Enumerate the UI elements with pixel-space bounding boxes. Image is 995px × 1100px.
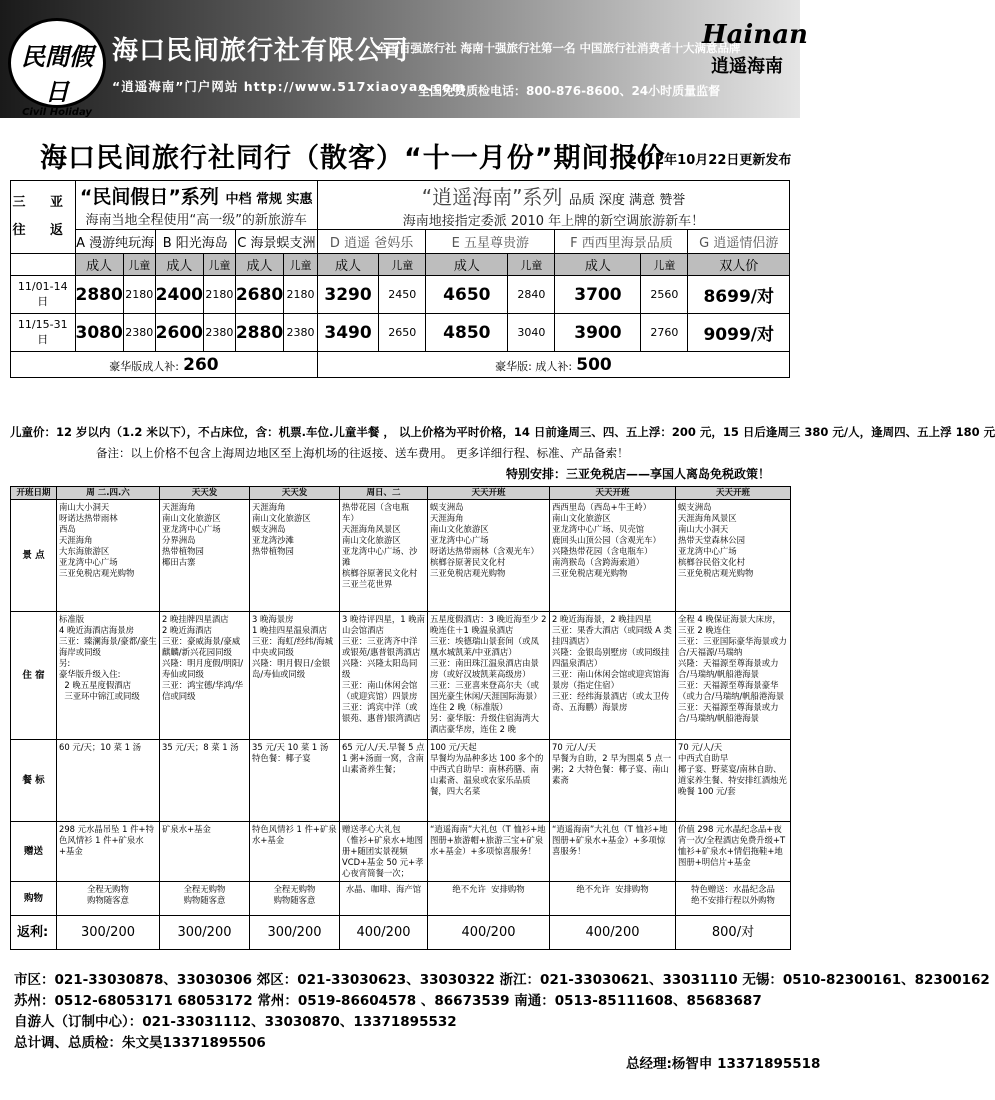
gifts-a: 298 元水晶吊坠 1 件+特色风情衫 1 件+矿泉水+基金 — [57, 822, 160, 882]
price-adult: 3700 — [555, 276, 641, 314]
hotel-e: 五星度假酒店：3 晚近海至少 2 晚连住＋1 晚温泉酒店 三亚：埃德瑞山景套间（或凤凰水城凯莱/中亚酒店） 三亚：南田珠江温泉酒店由景房（或好汉坡凯莱高级房） 三亚：三亚喜来登高尔夫（或国光豪生休闲/天涯国际海景）连住 2 晚（标准版） 另：豪华版：升级住宿海湾大酒店豪华房，连住 2 晚 — [428, 612, 550, 740]
price-adult: 2880 — [75, 276, 123, 314]
schedule-d: 周日、二 — [340, 487, 428, 500]
route-b: B 阳光海岛 — [155, 230, 235, 254]
contact-line-1: 市区：021-33030878、33030306 郊区：021-33030623、33030322 浙江：021-33030621、33031110 无锡：0510-82300161、82300162 — [14, 972, 990, 988]
price-child: 2180 — [204, 276, 236, 314]
shopping-row — [11, 882, 791, 916]
meals-d: 65 元/人/天.早餐 5 点 1 粥+汤面一窝，含南山素斋养生餐； — [340, 740, 428, 822]
price-adult: 4850 — [426, 314, 508, 352]
shopping-g: 特色赠送：水晶纪念品 绝不安排行程以外购物 — [676, 882, 791, 916]
child-header: 儿童 — [284, 254, 318, 276]
price-couple: 8699/对 — [688, 276, 790, 314]
rebate-g: 800/对 — [676, 916, 791, 950]
price-date: 11/01-14 日 — [11, 276, 76, 314]
luxury-label-1: 豪华版成人补: — [109, 359, 179, 373]
schedule-g: 天天开班 — [676, 487, 791, 500]
blank-cell — [11, 254, 76, 276]
price-adult: 2400 — [155, 276, 203, 314]
notes-child-price: 儿童价：12 岁以内（1.2 米以下），不占床位，含：机票.车位.儿童半餐 ， 以上价格为平时价格，14 日前逢周三、四、五上浮：200 元，15 日后逢周三 380 元/人，逢周四、五上浮 180 元 — [10, 425, 995, 439]
gifts-e: “逍遥海南”大礼包（T 恤衫+地图册+旅游帽+旅游三宝+矿泉水+基金）+多项惊喜服务！ — [428, 822, 550, 882]
price-child: 2380 — [123, 314, 155, 352]
price-adult: 3080 — [75, 314, 123, 352]
series1-header — [75, 181, 317, 230]
price-adult: 2680 — [235, 276, 283, 314]
price-child: 2760 — [641, 314, 688, 352]
brand-logo-cn: 民間假日 — [21, 43, 93, 106]
row-label-shopping: 购物 — [11, 882, 57, 916]
header-banner — [0, 0, 808, 118]
route-d: D 逍遥 爸妈乐 — [317, 230, 425, 254]
attractions-f: 西西里岛（西岛+牛王岭） 南山文化旅游区 亚龙湾中心广场、贝壳馆 鹿回头山顶公园（含观光车） 兴隆热带花园（含电瓶车） 南湾猴岛（含跨海索道） 三亚免税店观光购物 — [550, 500, 676, 612]
shopping-c: 全程无购物 购物随客意 — [250, 882, 340, 916]
meals-g: 70 元/人/天 中西式自助早 椰子宴、野菜宴/南林自助、道家养生餐、特安排红酒烛光晚餐 100 元/套 — [676, 740, 791, 822]
price-child: 2560 — [641, 276, 688, 314]
series2-tags: 品质 深度 满意 赞誉 — [568, 193, 686, 208]
rebate-row — [11, 916, 791, 950]
adult-header: 成人 — [155, 254, 203, 276]
adult-header: 成人 — [426, 254, 508, 276]
row-label-hotel: 住 宿 — [11, 612, 57, 740]
price-child: 2650 — [379, 314, 426, 352]
brand-logo-en: Civil Holiday — [22, 107, 92, 118]
route-f: F 西西里海景品质 — [555, 230, 688, 254]
shopping-b: 全程无购物 购物随客意 — [160, 882, 250, 916]
price-child: 3040 — [508, 314, 555, 352]
row-label-meals: 餐 标 — [11, 740, 57, 822]
adult-header: 成人 — [317, 254, 378, 276]
rebate-c: 300/200 — [250, 916, 340, 950]
hainan-logo-en: Hainan — [702, 20, 808, 50]
meals-f: 70 元/人/天 早餐为自助，2 早为围桌 5 点一粥；2 大特色餐：椰子宴、南山素斋 — [550, 740, 676, 822]
price-child: 2450 — [379, 276, 426, 314]
price-adult: 3490 — [317, 314, 378, 352]
contact-line-4: 总计调、总质检：朱文昊13371895506 — [14, 1035, 266, 1051]
company-name: 海口民间旅行社有限公司 — [112, 36, 410, 66]
hotel-a: 标准版 4 晚近海酒店海景房 三亚：臻澜海景/豪都/豪生海岸或同级 另: 豪华版升级入住: 2 晚五星度假酒店 三亚环中锦江或同级 — [57, 612, 160, 740]
special-arrangement: 特别安排：三亚免税店——享国人离岛免税政策！ — [506, 467, 771, 481]
gifts-b: 矿泉水+基金 — [160, 822, 250, 882]
shopping-f: 绝不允许 安排购物 — [550, 882, 676, 916]
contact-line-2: 苏州：0512-68053171 68053172 常州：0519-86604578 、86673539 南通：0513-85111608、85683687 — [14, 993, 762, 1009]
price-date: 11/15-31 日 — [11, 314, 76, 352]
price-child: 2380 — [204, 314, 236, 352]
gifts-row — [11, 822, 791, 882]
shopping-d: 水晶、咖啡、海产馆 — [340, 882, 428, 916]
detail-table — [10, 486, 791, 950]
side-label-2: 往 返 — [12, 223, 74, 238]
row-label-attractions: 景 点 — [11, 500, 57, 612]
price-row — [11, 314, 790, 352]
rebate-d: 400/200 — [340, 916, 428, 950]
price-adult: 2600 — [155, 314, 203, 352]
row-label-gifts: 赠送 — [11, 822, 57, 882]
series1-title: “民间假日”系列 — [79, 186, 219, 208]
attractions-e: 蜈支洲岛 天涯海角 南山文化旅游区 亚龙湾中心广场 呀诺达热带雨林（含观光车） 槟榔谷原著民文化村 三亚免税店观光购物 — [428, 500, 550, 612]
price-couple: 9099/对 — [688, 314, 790, 352]
child-header: 儿童 — [123, 254, 155, 276]
attractions-g: 蜈支洲岛 天涯海角风景区 南山大小洞天 热带天堂森林公园 亚龙湾中心广场 槟榔谷民俗文化村 三亚免税店观光购物 — [676, 500, 791, 612]
price-child: 2840 — [508, 276, 555, 314]
price-adult: 3900 — [555, 314, 641, 352]
gifts-c: 特色风情衫 1 件+矿泉水+基金 — [250, 822, 340, 882]
rebate-label: 返利: — [11, 916, 57, 950]
luxury-value-2: 500 — [576, 354, 612, 375]
hainan-logo — [702, 20, 808, 104]
price-child: 2180 — [284, 276, 318, 314]
price-adult: 2880 — [235, 314, 283, 352]
hotel-f: 2 晚近海海景，2 晚挂四星 三亚：果香大酒店（或同级 A 类挂四酒店） 兴隆：金银岛别墅房（或同级挂四温泉酒店） 三亚：南山休闲会馆或迎宾馆海景房（指定住宿） 三亚：经纬海景酒店（或太卫传奇、五海鹏）海景房 — [550, 612, 676, 740]
adult-header: 成人 — [75, 254, 123, 276]
series2-sub: 海南地接指定委派 2010 年上牌的新空调旅游新车！ — [402, 214, 705, 229]
price-notes — [10, 424, 995, 461]
price-row — [11, 276, 790, 314]
hainan-logo-cn: 逍遥海南 — [711, 56, 783, 77]
schedule-f: 天天开班 — [550, 487, 676, 500]
route-e: E 五星尊贵游 — [426, 230, 555, 254]
meals-a: 60 元/天；10 菜 1 汤 — [57, 740, 160, 822]
luxury-value-1: 260 — [183, 354, 219, 375]
schedule-header-label: 开班日期 — [11, 487, 57, 500]
attractions-c: 天涯海角 南山文化旅游区 蜈支洲岛 亚龙湾沙滩 热带植物园 — [250, 500, 340, 612]
schedule-a: 周 二.四.六 — [57, 487, 160, 500]
luxury-row-1 — [11, 352, 318, 378]
attractions-a: 南山大小洞天 呀诺达热带雨林 西岛 天涯海角 大东海旅游区 亚龙湾中心广场 三亚免税店观光购物 — [57, 500, 160, 612]
brand-logo — [8, 18, 106, 118]
adult-header: 成人 — [235, 254, 283, 276]
hotel-c: 3 晚海景房 1 晚挂四星温泉酒店 三亚：海虹/经纬/海城中央或同级 兴隆：明月假日/金银岛/寿仙或同级 — [250, 612, 340, 740]
child-header: 儿童 — [508, 254, 555, 276]
child-header: 儿童 — [204, 254, 236, 276]
hotel-d: 3 晚待评四星，1 晚南山会馆酒店 三亚：三亚湾齐中洋或银苑/惠普银湾酒店 兴隆：兴隆太阳岛同级 三亚：南山休闲会馆（或迎宾馆）四景房 三亚：鸿宾中洋（或银苑、惠普)银湾酒店 — [340, 612, 428, 740]
child-header: 儿童 — [641, 254, 688, 276]
route-a: A 漫游纯玩海 — [75, 230, 155, 254]
series2-title: “逍遥海南”系列 — [421, 185, 563, 209]
gifts-d: 赠送孝心大礼包 （惟衫+矿泉水+地图册+随团实景视频 VCD+基金 50 元+孝心夜宵简餐一次； — [340, 822, 428, 882]
shopping-e: 绝不允许 安排购物 — [428, 882, 550, 916]
hotel-b: 2 晚挂牌四星酒店 2 晚近海酒店 三亚：豪威海景/豪威麒麟/新兴花园同级 兴隆：明月度假/明阳/寿仙或同级 三亚：鸿宝德/华鸿/华信或同级 — [160, 612, 250, 740]
series1-sub: 海南当地全程使用“高一级”的新旅游车 — [85, 213, 307, 228]
attractions-d: 热带花园（含电瓶车） 天涯海角风景区 南山文化旅游区 亚龙湾中心广场、沙滩 槟榔谷原著民文化村 三亚兰花世界 — [340, 500, 428, 612]
price-child: 2180 — [123, 276, 155, 314]
meals-e: 100 元/天起 早餐均为品种多达 100 多个的中西式自助早：南林药膳、南山素斋、温泉或农家乐品质餐，四大名菜 — [428, 740, 550, 822]
portal-website[interactable]: “逍遥海南”门户网站 http://www.517xiaoyao.com — [112, 79, 466, 94]
schedule-b: 天天发 — [160, 487, 250, 500]
rebate-b: 300/200 — [160, 916, 250, 950]
route-g: G 逍遥情侣游 — [688, 230, 790, 254]
publish-date: 2012年10月22日更新发布 — [628, 153, 792, 168]
side-label-1: 三 亚 — [12, 195, 74, 210]
rebate-e: 400/200 — [428, 916, 550, 950]
quality-hotline: 全国免费质检电话：800-876-8600、24小时质量监督 — [418, 84, 721, 98]
series1-tags: 中档 常规 实惠 — [225, 192, 313, 207]
attractions-row — [11, 500, 791, 612]
route-side-label — [11, 181, 76, 254]
price-table — [10, 180, 790, 378]
price-child: 2380 — [284, 314, 318, 352]
general-manager: 总经理:杨智申 13371895518 — [626, 1056, 821, 1072]
attractions-b: 天涯海角 南山文化旅游区 亚龙湾中心广场 分界洲岛 热带植物园 椰田古寨 — [160, 500, 250, 612]
meals-b: 35 元/天；8 菜 1 汤 — [160, 740, 250, 822]
gifts-f: “逍遥海南”大礼包（T 恤衫+地图册+矿泉水+基金）+多项惊喜服务！ — [550, 822, 676, 882]
route-c: C 海景蜈支洲 — [235, 230, 317, 254]
adult-header: 成人 — [555, 254, 641, 276]
luxury-row-2 — [317, 352, 789, 378]
contacts-block — [14, 970, 990, 1054]
rebate-f: 400/200 — [550, 916, 676, 950]
hotel-g: 全程 4 晚保证海景大床房，三亚 2 晚连住 三亚：三亚国际豪华海景或力合/天福源/马瑞纳 兴隆：天福源至尊海景或力合/马瑞纳/帆船港海景 三亚：天福源至尊海景豪华（或力合/马瑞纳/帆船港海景 三亚：天福源至尊海景或力合/马瑞纳/帆船港海景 — [676, 612, 791, 740]
schedule-c: 天天发 — [250, 487, 340, 500]
hotel-row — [11, 612, 791, 740]
company-slogan: 全国百强旅行社 海南十强旅行社第一名 中国旅行社消费者十大满意品牌 — [376, 41, 741, 55]
shopping-a: 全程无购物 购物随客意 — [57, 882, 160, 916]
meals-c: 35 元/天 10 菜 1 汤 特色餐：椰子宴 — [250, 740, 340, 822]
price-adult: 3290 — [317, 276, 378, 314]
meals-row — [11, 740, 791, 822]
child-header: 儿童 — [379, 254, 426, 276]
schedule-e: 天天开班 — [428, 487, 550, 500]
luxury-label-2: 豪华版: 成人补: — [495, 359, 573, 373]
price-adult: 4650 — [426, 276, 508, 314]
notes-remark: 备注：以上价格不包含上海周边地区至上海机场的往返接、送车费用。 更多详细行程、标准、产品备索！ — [96, 446, 629, 460]
contact-line-3: 自游人（订制中心）：021-33031112、33030870、13371895532 — [14, 1014, 457, 1030]
series2-header — [317, 181, 789, 230]
gifts-g: 价值 298 元水晶纪念品+夜宵一次/全程酒店免费升级+T 恤衫+矿泉水+情侣拖鞋+地图册+明信片+基金 — [676, 822, 791, 882]
couple-header: 双人价 — [688, 254, 790, 276]
page-title: 海口民间旅行社同行（散客）“十一月份”期间报价 — [40, 143, 666, 174]
rebate-a: 300/200 — [57, 916, 160, 950]
